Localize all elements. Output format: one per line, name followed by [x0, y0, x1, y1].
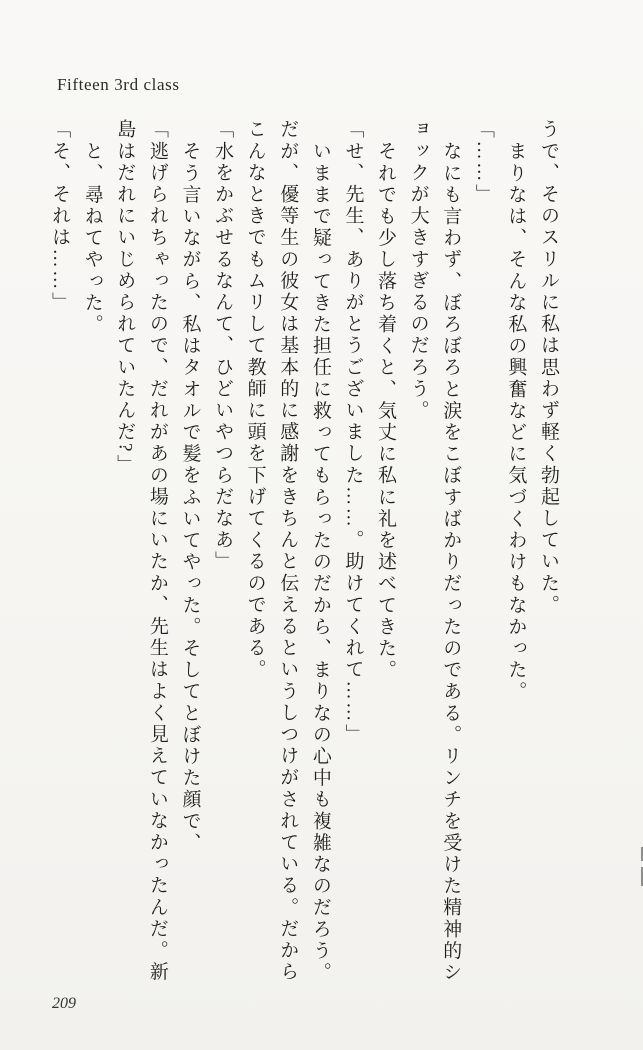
paragraph: いままで疑ってきた担任に救ってもらったのだから、まりなの心中も複雑なのだろう。だが、優等生の彼女は基本的に感謝をきちんと伝えるというしつけがされている。だからこんなときでもムリして教師に頭を下げてくるのである。 [244, 119, 331, 983]
paragraph: 「そ、それは……」 [49, 119, 71, 314]
paragraph: そう言いながら、私はタオルで髪をふいてやった。そしてとぼけた顔で、 [179, 140, 201, 854]
page-number: 209 [52, 995, 76, 1012]
text-block [42, 119, 564, 986]
paragraph: うで、そのスリルに私は思わず軽く勃起していた。 [538, 119, 559, 616]
running-header: Fifteen 3rd class [57, 75, 180, 94]
paragraph: 「水をかぶせるなんて、ひどいやつらだなあ」 [212, 119, 234, 573]
paragraph: それでも少し落ち着くと、気丈に私に礼を述べてきた。 [375, 140, 397, 681]
paragraph: 「逃げられちゃったので、だれがあの場にいたか、先生はよく見えていなかったんだ。新島はだれにいじめられていたんだ?」 [114, 119, 168, 983]
paragraph: なにも言わず、ぼろぼろと涙をこぼすばかりだったのである。リンチを受けた精神的ショックが大きすぎるのだろう。 [407, 119, 462, 983]
paragraph: 「……」 [472, 119, 494, 206]
paragraph: まりなは、そんな私の興奮などに気づくわけもなかった。 [505, 140, 527, 703]
paragraph: 「せ、先生、ありがとうございました……。助けてくれて……」 [342, 119, 364, 746]
paragraph: と、尋ねてやった。 [81, 140, 103, 335]
